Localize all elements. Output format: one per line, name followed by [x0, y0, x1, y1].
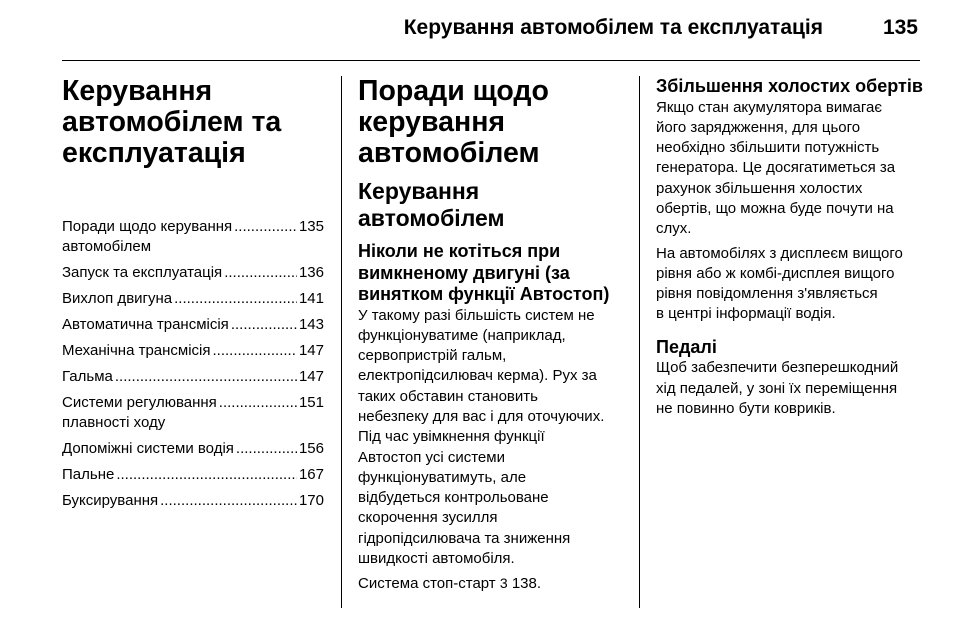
- toc-entry-page: 141: [298, 290, 324, 308]
- toc-entry-label: Допоміжні системи водія: [62, 439, 234, 457]
- cross-reference[interactable]: [358, 573, 630, 594]
- toc-entry[interactable]: [62, 315, 324, 335]
- reference-page: 138.: [511, 575, 542, 593]
- header-title: Керування автомобілем та експлуатація: [403, 16, 823, 39]
- toc-entry[interactable]: [62, 439, 324, 459]
- toc-entry[interactable]: [62, 263, 324, 283]
- body-paragraph: Якщо стан акумулятора вимагає його заряджження, для цього необхідно збільшити потужність генератора. Це досягатиметься за рахунок збільшення холостих обертів, що можна буде почути на слух.: [656, 98, 896, 238]
- toc-entry-page: 170: [298, 491, 324, 509]
- topic-title-pedals: Педалі: [656, 336, 717, 357]
- toc-entry-label: Механічна трансмісія: [62, 341, 211, 359]
- column-divider-1: [341, 76, 342, 608]
- toc-leader-dots: [234, 217, 297, 237]
- toc-entry-label: Пальне: [62, 465, 115, 483]
- column-1: [62, 76, 324, 517]
- toc-entry-page: 135: [298, 218, 324, 235]
- page-number: 135: [882, 16, 918, 39]
- toc-leader-dots: [231, 315, 297, 335]
- toc-entry[interactable]: [62, 341, 324, 361]
- table-of-contents: [62, 217, 324, 511]
- toc-leader-dots: [219, 393, 297, 413]
- reference-text: Система стоп-старт: [358, 575, 496, 593]
- toc-entry-page: 151: [298, 393, 324, 411]
- toc-entry-label: Буксирування: [62, 491, 159, 509]
- toc-leader-dots: [224, 263, 297, 283]
- body-paragraph: Щоб забезпечити безперешкодний хід педалей, у зоні їх переміщення не повинно бути ковриків.: [656, 359, 899, 417]
- body-paragraph: У такому разі більшість систем не функціонуватиме (наприклад, сервопристрій гальм, електропідсилювач керма). Рух за таких обставин становить небезпеку для вас і для оточуючих. Під час увімкнення функції Автостоп усі системи функціонуватимуть, але відбудеться контрольоване скорочення зусилля гідропідсилювача та зниження швидкості автомобіля.: [358, 306, 605, 568]
- section-title: Поради щодо керування автомобілем: [358, 75, 549, 169]
- header-rule: [62, 60, 920, 61]
- toc-leader-dots: [160, 491, 297, 511]
- toc-entry[interactable]: [62, 289, 324, 309]
- toc-leader-dots: [115, 367, 297, 387]
- toc-entry-page: 136: [298, 264, 324, 282]
- topic-title: Ніколи не котіться при вимкненому двигуні (за винятком функції Автостоп): [358, 241, 610, 304]
- toc-leader-dots: [116, 465, 297, 485]
- toc-leader-dots: [174, 289, 297, 309]
- toc-entry-label: Гальма: [62, 367, 113, 385]
- toc-entry-label: Запуск та експлуатація: [62, 264, 223, 282]
- column-2: [358, 76, 630, 595]
- column-3: [656, 76, 926, 419]
- toc-leader-dots: [236, 439, 297, 459]
- toc-entry[interactable]: [62, 465, 324, 485]
- column-divider-2: [639, 76, 640, 608]
- toc-entry-label: Автоматична трансмісія: [62, 315, 229, 333]
- toc-entry-page: 147: [298, 341, 324, 359]
- toc-entry-page: 147: [298, 367, 324, 385]
- topic-title-idle: Збільшення холостих обертів: [656, 76, 923, 96]
- toc-entry-page: 143: [298, 315, 324, 333]
- subsection-title: Керування автомобілем: [358, 178, 505, 231]
- toc-entry[interactable]: [62, 367, 324, 387]
- toc-entry-label: Системи регулювання плавності ходу: [62, 393, 217, 431]
- toc-entry[interactable]: [62, 491, 324, 511]
- toc-entry-page: 156: [298, 439, 324, 457]
- toc-entry[interactable]: [62, 217, 324, 258]
- body-paragraph: На автомобілях з дисплеєм вищого рівня або ж комбі-дисплея вищого рівня повідомлення з'являється в центрі інформації водія.: [656, 244, 903, 323]
- toc-entry[interactable]: [62, 393, 324, 434]
- toc-leader-dots: [213, 341, 297, 361]
- toc-entry-label: Поради щодо керування автомобілем: [62, 218, 233, 256]
- toc-entry-label: Вихлоп двигуна: [62, 290, 173, 308]
- toc-entry-page: 167: [298, 465, 324, 483]
- chapter-title: Керування автомобілем та експлуатація: [62, 75, 282, 169]
- reference-arrow-icon: 3: [499, 575, 508, 592]
